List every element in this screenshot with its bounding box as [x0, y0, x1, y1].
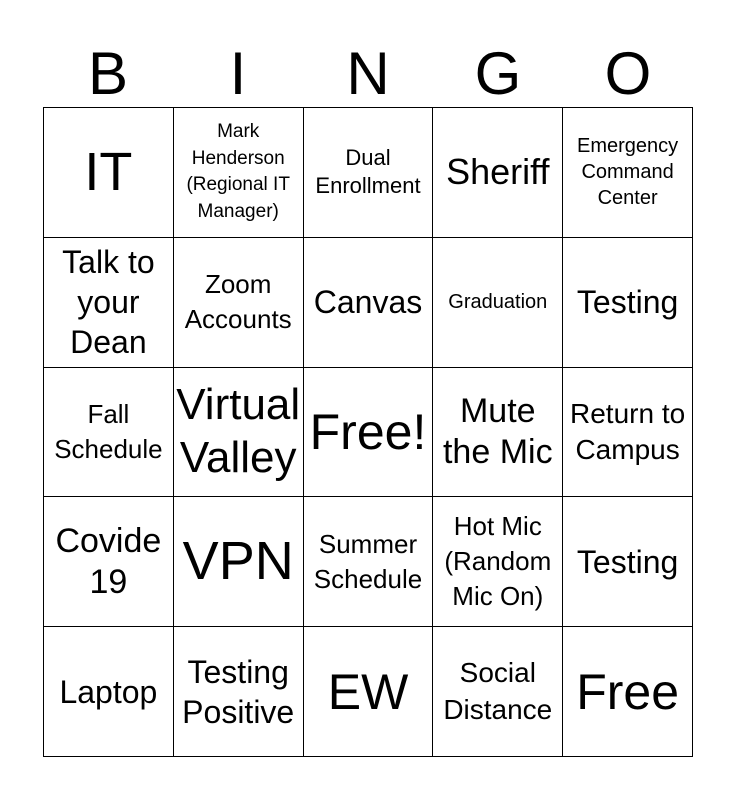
cell-text: Sheriff	[446, 151, 550, 193]
cell-text: Summer Schedule	[313, 528, 423, 594]
cell-text: VPN	[182, 531, 294, 592]
cell-text: Laptop	[59, 673, 158, 710]
bingo-board	[43, 107, 693, 757]
bingo-cell[interactable]	[174, 497, 304, 627]
header-letter-o: O	[604, 40, 652, 107]
bingo-cell[interactable]	[304, 108, 434, 238]
cell-text: Free!	[309, 403, 427, 460]
cell-text: Talk to your Dean	[62, 244, 155, 361]
bingo-header	[43, 40, 693, 108]
cell-text: Virtual Valley	[176, 380, 301, 482]
cell-text: Emergency Command Center	[577, 135, 679, 210]
cell-text: Hot Mic (Random Mic On)	[444, 511, 552, 612]
bingo-cell[interactable]	[563, 108, 693, 238]
cell-text: Canvas	[313, 284, 423, 321]
cell-text: Testing Positive	[182, 653, 295, 730]
header-letter-i: I	[229, 40, 247, 107]
bingo-cell[interactable]	[44, 497, 174, 627]
header-letter-n: N	[346, 40, 390, 107]
bingo-cell[interactable]	[174, 238, 304, 368]
bingo-cell[interactable]	[44, 368, 174, 498]
cell-text: Testing	[576, 543, 679, 580]
bingo-cell[interactable]	[433, 238, 563, 368]
bingo-cell[interactable]	[563, 497, 693, 627]
bingo-cell[interactable]	[433, 108, 563, 238]
bingo-cell[interactable]	[433, 368, 563, 498]
bingo-cell[interactable]	[174, 108, 304, 238]
cell-text: Return to Campus	[570, 397, 686, 465]
cell-text: Mark Henderson (Regional IT Manager)	[186, 121, 290, 222]
bingo-cell[interactable]	[563, 238, 693, 368]
cell-text: Mute the Mic	[442, 392, 553, 471]
bingo-cell[interactable]	[563, 368, 693, 498]
cell-text: Covide 19	[55, 521, 162, 601]
bingo-cell[interactable]	[433, 627, 563, 757]
bingo-cell[interactable]	[44, 108, 174, 238]
bingo-cell[interactable]	[304, 627, 434, 757]
cell-text: EW	[327, 663, 409, 720]
header-letter-g: G	[474, 40, 522, 107]
cell-text: Dual Enrollment	[315, 144, 421, 199]
bingo-cell[interactable]	[44, 627, 174, 757]
cell-text: Graduation	[448, 291, 548, 314]
bingo-cell[interactable]	[44, 238, 174, 368]
bingo-cell[interactable]	[304, 368, 434, 498]
header-letter-b: B	[87, 40, 129, 107]
bingo-cell[interactable]	[563, 627, 693, 757]
cell-text: Testing	[576, 284, 679, 321]
cell-text: Social Distance	[443, 657, 553, 725]
cell-text: Free	[576, 663, 679, 720]
bingo-cell[interactable]	[304, 238, 434, 368]
bingo-cell[interactable]	[174, 368, 304, 498]
bingo-cell[interactable]	[174, 627, 304, 757]
cell-text: Fall Schedule	[54, 398, 163, 464]
bingo-cell[interactable]	[433, 497, 563, 627]
cell-text: IT	[84, 142, 133, 202]
cell-text: Zoom Accounts	[184, 269, 292, 335]
bingo-cell[interactable]	[304, 497, 434, 627]
